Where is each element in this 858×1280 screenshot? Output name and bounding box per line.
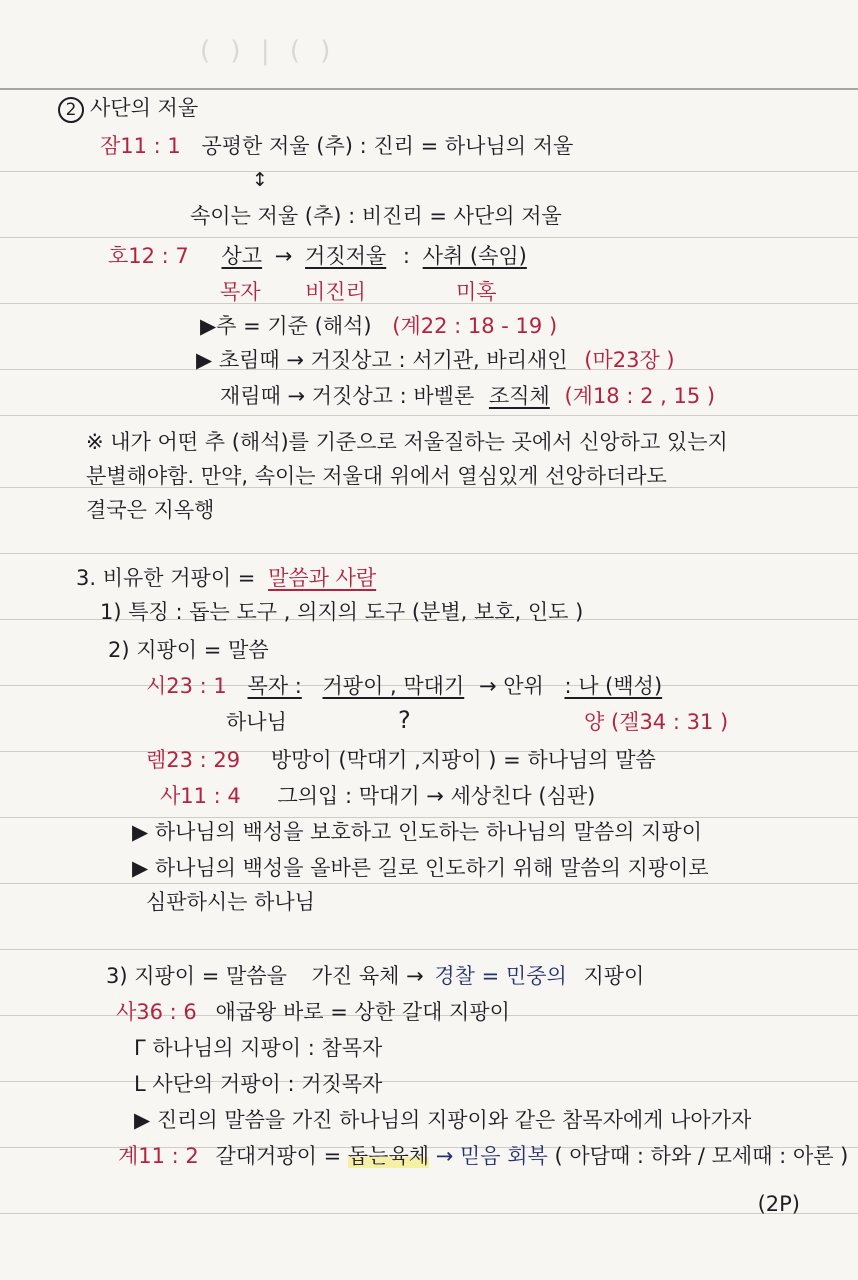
note-term: 상고 [221,244,263,268]
ruled-line [0,171,858,172]
note-line [108,242,527,270]
note-text: ▶ 초림때 → 거짓상고 : 서기관, 바리새인 [196,348,568,372]
note-text: 애굽왕 바로 = 상한 갈대 지팡이 [215,1000,510,1024]
note-term: 목자 : [247,674,302,698]
ruled-line [0,1081,858,1082]
note-term: 민중의 [505,964,567,988]
note-term: : 나 (백성) [564,674,663,698]
ruled-line [0,553,858,554]
question-mark: ? [398,706,411,734]
term-gloss: 양 (겔34 : 31 ) [584,710,729,734]
section-number: 2 [58,97,84,123]
verse-reference: (계18 : 2 , 15 ) [564,384,716,408]
bracket-line: Γ 하나님의 지팡이 : 참목자 [134,1036,383,1060]
ruled-line [0,949,858,950]
term-gloss: 미혹 [456,280,497,304]
arrow-icon: → [274,244,293,268]
note-text: → 믿음 회복 [435,1144,548,1168]
bullet-line: ▶ 하나님의 백성을 보호하고 인도하는 하나님의 말씀의 지팡이 [132,820,703,844]
note-line [146,746,656,774]
verse-reference: 렘23 : 29 [146,748,241,772]
note-text: = [481,964,506,988]
remark-line: ※ 내가 어떤 추 (해석)를 기준으로 저울질하는 곳에서 신앙하고 있는지 [86,430,728,454]
note-text: 가진 육체 → [311,964,424,988]
note-term: 돕는육체 [347,1144,430,1168]
bullet-line: ▶ 하나님의 백성을 올바른 길로 인도하기 위해 말씀의 지팡이로 [132,856,709,880]
verse-reference: (계22 : 18 - 19 ) [392,314,558,338]
verse-reference: 시23 : 1 [146,674,227,698]
bullet-line [196,346,675,374]
note-term: 경찰 [434,964,475,988]
page-top-rule [0,88,858,90]
section-2-heading [58,94,198,123]
note-term: 사취 (속임) [422,244,527,268]
note-line [100,132,573,160]
ruled-line [0,237,858,238]
page-number: (2P) [757,1192,800,1216]
bullet-line: 심판하시는 하나님 [146,890,315,914]
ruled-line [0,303,858,304]
verse-reference: 계11 : 2 [118,1144,199,1168]
section-title: 사단의 저울 [90,96,199,120]
note-text: 속이는 저울 (추) : 비진리 = 사단의 저울 [190,204,562,228]
note-text: : [402,244,410,268]
remark-line: 분별해야함. 만약, 속이는 저울대 위에서 열심있게 선앙하더라도 [86,464,667,488]
verse-reference: (마23장 ) [584,348,675,372]
bracket-line: L 사단의 거팡이 : 거짓목자 [134,1072,383,1096]
note-text: 공평한 저울 (추) : 진리 = 하나님의 저울 [201,134,574,158]
note-text: 3) 지팡이 = 말씀을 [106,964,287,988]
note-text: 지팡이 [583,964,645,988]
ruled-line [0,1213,858,1214]
note-text: 갈대거팡이 = [215,1144,342,1168]
term-gloss: 비진리 [305,280,366,304]
section-subtitle: 말씀과 사람 [268,566,377,590]
note-text: ( 아담때 : 하와 / 모세때 : 아론 ) [554,1144,849,1168]
bullet-line [220,382,715,410]
verse-reference: 호12 : 7 [108,244,189,268]
remark-line: 결국은 지옥행 [86,498,215,522]
term-gloss: 목자 [220,280,261,304]
ruled-line [0,883,858,884]
bleed-through-text: ( ) | ( ) [200,36,337,66]
note-text: 방망이 (막대기 ,지팡이 ) = 하나님의 말씀 [270,748,656,772]
bullet-line [200,312,557,340]
verse-reference: 사11 : 4 [160,784,241,808]
note-line [116,998,510,1026]
note-text: ▶추 = 기준 (해석) [200,314,372,338]
section-title: 3. 비유한 거팡이 = [76,566,256,590]
verse-reference: 사36 : 6 [116,1000,197,1024]
note-line [160,782,595,810]
section-3-heading [76,564,376,592]
note-term: 거짓저울 [305,244,387,268]
ruled-line [0,415,858,416]
double-arrow-icon: ↕ [252,169,268,191]
note-line [118,1142,848,1170]
note-text: 재림때 → 거짓상고 : 바벨론 [220,384,475,408]
point-line [106,962,644,990]
note-line [146,672,662,700]
bullet-line: ▶ 진리의 말씀을 가진 하나님의 지팡이와 같은 참목자에게 나아가자 [134,1108,752,1132]
term-gloss: 하나님 [226,710,287,734]
note-text: → 안위 [478,674,544,698]
point-line: 2) 지팡이 = 말씀 [108,638,269,662]
verse-reference: 잠11 : 1 [100,134,181,158]
note-text: 그의입 : 막대기 → 세상친다 (심판) [277,784,596,808]
point-line: 1) 특징 : 돕는 도구 , 의지의 도구 (분별, 보호, 인도 ) [100,600,584,624]
note-term: 거팡이 , 막대기 [322,674,465,698]
note-term: 조직체 [488,384,550,408]
